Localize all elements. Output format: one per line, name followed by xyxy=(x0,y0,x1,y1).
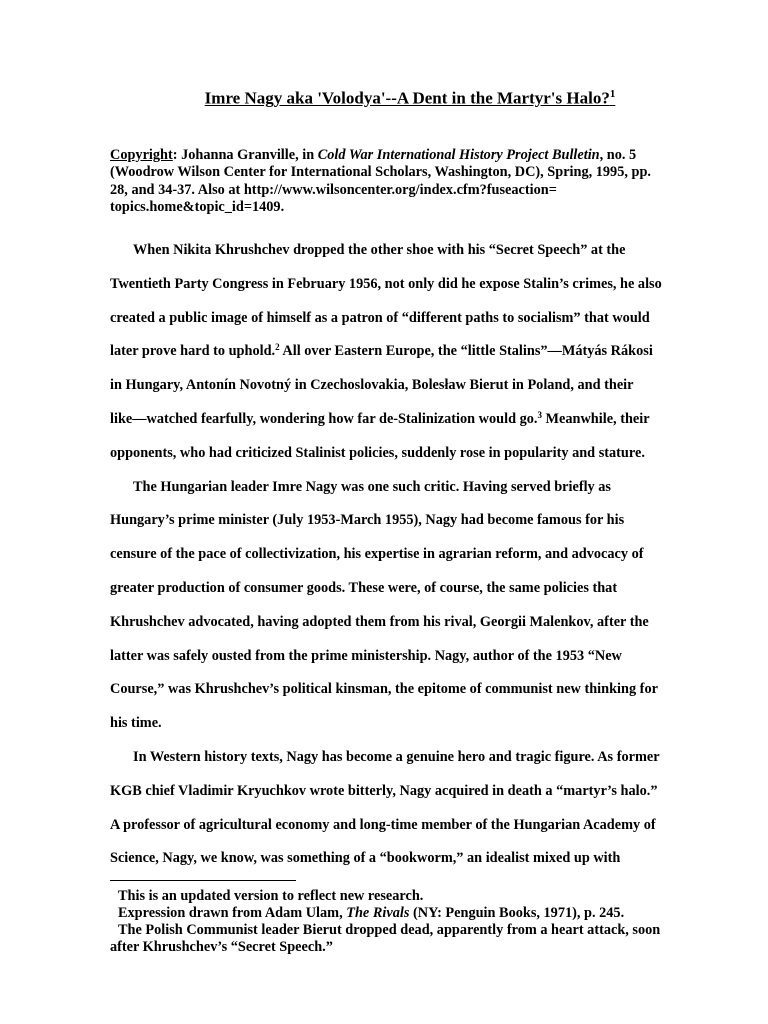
copyright-line-1 xyxy=(110,147,710,164)
copyright-block xyxy=(110,147,710,216)
paragraph-line xyxy=(110,612,649,632)
footnote xyxy=(110,888,720,905)
title-text: Imre Nagy aka 'Volodya'--A Dent in the Martyr's Halo? xyxy=(204,88,610,108)
footnote-text: This is an updated version to reflect new research. xyxy=(118,888,424,904)
paragraph-line xyxy=(110,375,634,395)
line-text: Hungary’s prime minister (July 1953-March 1955), Nagy had become famous for his xyxy=(110,512,625,529)
title-footnote-marker: 1 xyxy=(609,88,616,100)
paragraph-line xyxy=(110,274,662,294)
line-text: like—watched fearfully, wondering how far de-Stalinization would go. xyxy=(110,411,538,427)
footnote-text: after Khrushchev’s “Secret Speech.” xyxy=(110,939,333,955)
line-text: in Hungary, Antonín Novotný in Czechoslovakia, Bolesław Bierut in Poland, and their xyxy=(110,377,634,394)
line-text: greater production of consumer goods. These were, of course, the same policies that xyxy=(110,580,618,596)
paragraph-line xyxy=(110,713,162,733)
footnote-text-continued: (NY: Penguin Books, 1971), p. 245. xyxy=(409,905,625,921)
line-text: created a public image of himself as a patron of “different paths to socialism” that would xyxy=(110,309,650,326)
footnote-book-title: The Rivals xyxy=(346,905,410,921)
line-text: When Nikita Khrushchev dropped the other shoe with his “Secret Speech” at the xyxy=(133,242,626,258)
line-text: In Western history texts, Nagy has become a genuine hero and tragic figure. As former xyxy=(133,749,660,765)
copyright-line-4: topics.home&topic_id=1409. xyxy=(110,198,285,215)
paragraph-line xyxy=(110,544,644,564)
line-text: Course,” was Khrushchev’s political kinsman, the epitome of communist new thinking for xyxy=(110,681,658,698)
line-text: A professor of agricultural economy and long-time member of the Hungarian Academy of xyxy=(110,816,656,833)
line-text: censure of the pace of collectivization, his expertise in agrarian reform, and advocacy of xyxy=(110,546,644,563)
footnote xyxy=(110,922,720,939)
footnotes xyxy=(110,888,720,956)
paragraph-line xyxy=(110,679,658,699)
paragraph-line xyxy=(110,646,622,666)
copyright-line-3: 28, and 34-37. Also at http://www.wilsoncenter.org/index.cfm?fuseaction= xyxy=(110,181,557,198)
paragraph-line xyxy=(110,848,620,868)
footnote xyxy=(110,939,720,956)
paragraph-line xyxy=(133,240,625,260)
copyright-label: Copyright xyxy=(110,147,173,163)
journal-name: Cold War International History Project Bulletin xyxy=(317,147,600,163)
footnote-separator xyxy=(110,880,296,881)
copyright-line-1-rest: , no. 5 xyxy=(599,147,637,163)
line-text: Science, Nagy, we know, was something of a “bookworm,” an idealist mixed up with xyxy=(110,850,621,867)
line-text: KGB chief Vladimir Kryuchkov wrote bitterly, Nagy acquired in death a “martyr’s halo.” xyxy=(110,782,658,799)
line-text: later prove hard to uphold. xyxy=(110,343,276,360)
line-text: his time. xyxy=(110,715,162,732)
page-title xyxy=(110,88,710,109)
paragraph-line xyxy=(110,443,645,463)
line-text: latter was safely ousted from the prime ministership. Nagy, author of the 1953 “New xyxy=(110,647,622,664)
footnote-text: The Polish Communist leader Bierut dropped dead, apparently from a heart attack, soon xyxy=(118,922,661,938)
paragraph-line xyxy=(133,747,660,767)
paragraph-line xyxy=(110,815,656,835)
paragraph-line xyxy=(110,578,617,598)
paragraph-line xyxy=(110,409,650,429)
footnote-marker: 2 xyxy=(275,342,280,353)
copyright-line-2: (Woodrow Wilson Center for International Scholars, Washington, DC), Spring, 1995, pp. xyxy=(110,164,651,181)
paragraph-line xyxy=(110,341,653,361)
paragraph-line xyxy=(110,781,658,801)
copyright-lead: : Johanna Granville, in xyxy=(172,147,318,163)
line-text-continued: All over Eastern Europe, the “little Stalins”—Mátyás Rákosi xyxy=(279,343,653,360)
paragraph-line xyxy=(110,510,624,530)
footnote-marker: 3 xyxy=(537,410,542,420)
footnote-text: Expression drawn from Adam Ulam, xyxy=(118,905,347,921)
paragraph-line xyxy=(110,308,650,328)
line-text: Khrushchev advocated, having adopted them from his rival, Georgii Malenkov, after the xyxy=(110,613,649,630)
footnote xyxy=(110,905,720,922)
line-text-continued: Meanwhile, their xyxy=(541,411,650,427)
line-text: The Hungarian leader Imre Nagy was one such critic. Having served briefly as xyxy=(133,478,611,495)
line-text: opponents, who had criticized Stalinist policies, suddenly rose in popularity and stature. xyxy=(110,444,645,461)
paragraph-line xyxy=(133,477,611,497)
line-text: Twentieth Party Congress in February 1956, not only did he expose Stalin’s crimes, he also xyxy=(110,275,662,292)
